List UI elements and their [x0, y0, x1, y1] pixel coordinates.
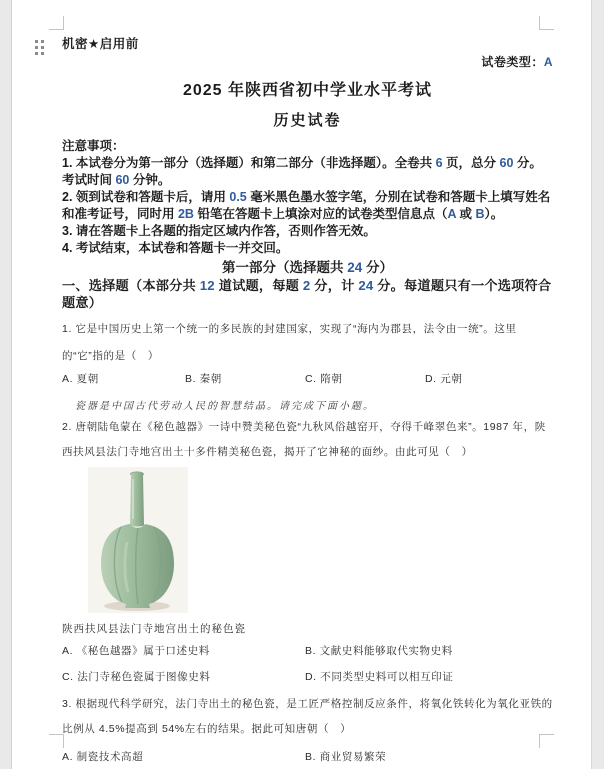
multiple-choice-header: 一、选择题（本部分共 12 道试题，每题 2 分，计 24 分。每道题只有一个选项符合题意） [62, 278, 552, 310]
drag-handle-icon[interactable] [35, 40, 44, 55]
question-2-option-c: C. 法门寺秘色瓷属于图像史料 [62, 671, 211, 683]
question-1-options [62, 370, 553, 388]
question-3-option-b: B. 商业贸易繁荣 [305, 751, 387, 763]
question-3-options [62, 744, 553, 769]
question-1-option-a: A. 夏朝 [62, 373, 99, 385]
question-1-option-d: D. 元朝 [425, 373, 463, 385]
part1-section-header: 第一部分（选择题共 24 分） [221, 260, 394, 275]
question-3-option-a: A. 制瓷技术高超 [62, 751, 144, 763]
crop-mark-bottom-left [49, 734, 64, 748]
confidential-label: 机密★启用前 [62, 37, 139, 51]
question-1-option-b: B. 秦朝 [185, 373, 222, 385]
question-2-options [62, 638, 553, 690]
question-1-stem: 1. 它是中国历史上第一个统一的多民族的封建国家，实现了“海内为郡县，法令由一统”。这里的“它”指的是（ ） [62, 323, 517, 362]
question-1-option-c: C. 隋朝 [305, 373, 343, 385]
question-3-stem: 3. 根据现代科学研究，法门寺出土的秘色瓷，是工匠严格控制反应条件，将氧化铁转化为氧化亚铁的比例从 4.5%提高到 54%左右的结果。据此可知唐朝（ ） [62, 698, 553, 735]
notice-item-3: 3. 请在答题卡上各题的指定区域内作答，否则作答无效。 [62, 224, 376, 238]
crop-mark-top-right [539, 16, 554, 30]
exam-title: 2025 年陕西省初中学业水平考试 [182, 82, 433, 99]
secret-color-porcelain-vase-image [88, 467, 188, 613]
document-page [11, 0, 592, 769]
notice-section [62, 138, 553, 257]
crop-mark-top-left [49, 16, 64, 30]
crop-mark-bottom-right [539, 734, 554, 748]
exam-subject-title: 历史试卷 [273, 112, 342, 129]
vase-image-caption: 陕西扶风县法门寺地宫出土的秘色瓷 [62, 623, 246, 635]
notice-item-1: 1. 本试卷分为第一部分（选择题）和第二部分（非选择题）。全卷共 6 页，总分 60 分。考试时间 60 分钟。 [62, 156, 542, 187]
question-2-option-b: B. 文献史料能够取代实物史料 [305, 645, 453, 657]
app-background-left [0, 0, 12, 769]
paper-type-label: 试卷类型：A [481, 55, 553, 69]
notice-item-4: 4. 考试结束，本试卷和答题卡一并交回。 [62, 241, 289, 255]
question-2-stem: 2. 唐朝陆龟蒙在《秘色越器》一诗中赞美秘色瓷“九秋风俗越窑开，夺得千峰翠色来”。1987 年，陕西扶风县法门寺地宫出土十多件精美秘色瓷，揭开了它神秘的面纱。由此可见（ ） [62, 421, 546, 458]
question-2-option-d: D. 不同类型史料可以相互印证 [305, 671, 454, 683]
notice-heading: 注意事项： [62, 139, 125, 153]
porcelain-intro-note: 瓷器是中国古代劳动人民的智慧结晶。请完成下面小题。 [75, 401, 375, 412]
app-background-right [591, 0, 604, 769]
question-2-option-a: A. 《秘色越器》属于口述史料 [62, 645, 210, 657]
notice-item-2: 2. 领到试卷和答题卡后，请用 0.5 毫米黑色墨水签字笔，分别在试卷和答题卡上填写姓名和准考证号，同时用 2B 铅笔在答题卡上填涂对应的试卷类型信息点（A 或 B）。 [62, 190, 551, 221]
